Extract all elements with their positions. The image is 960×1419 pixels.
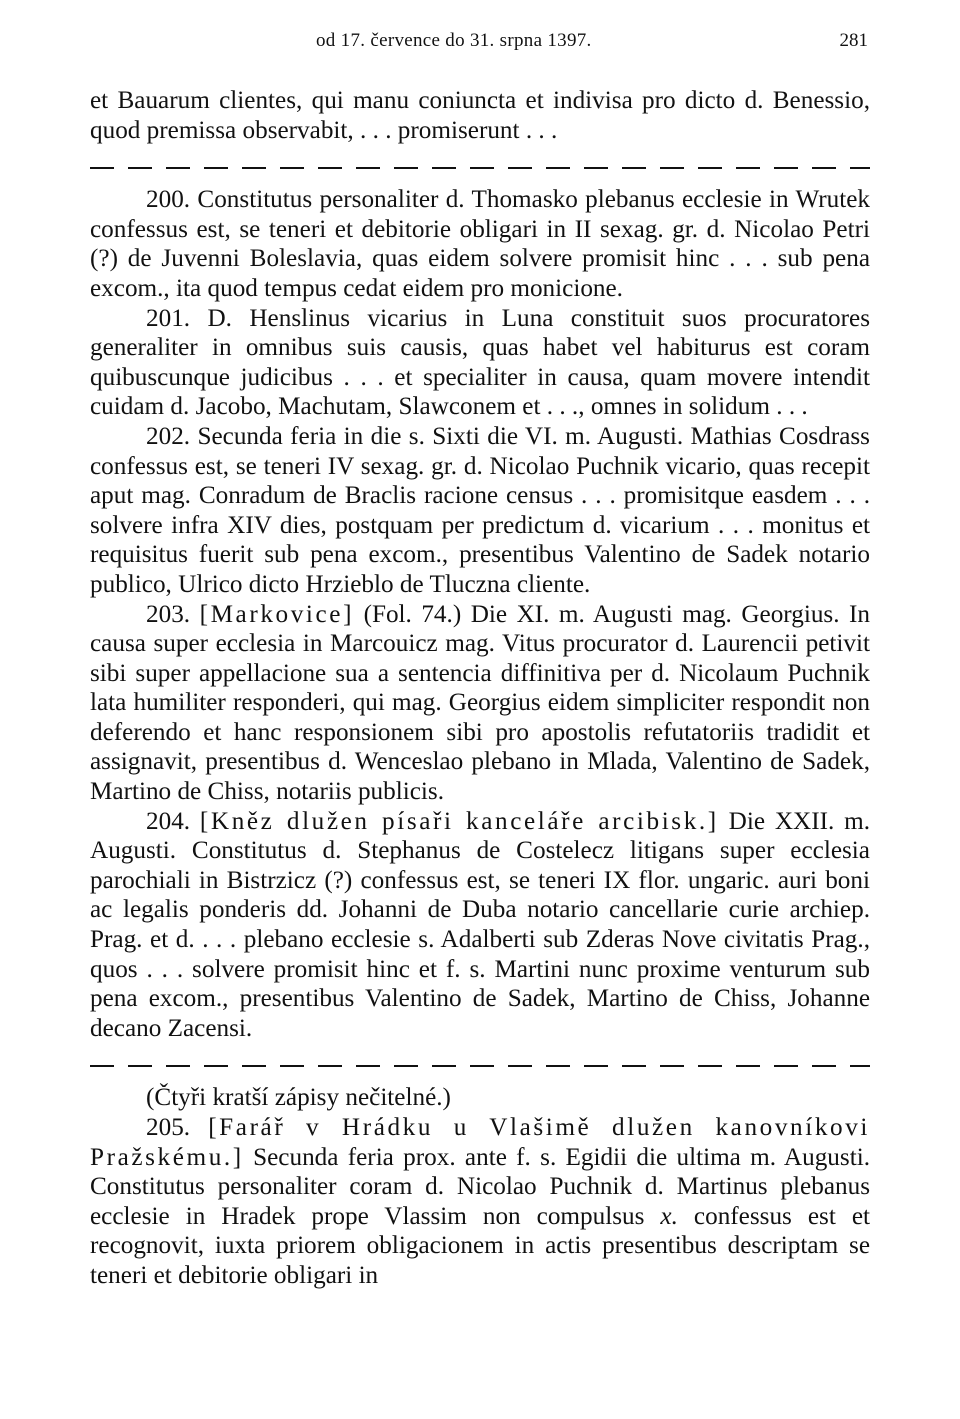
- entry-203: [90, 600, 870, 807]
- entry-text: confessus est et recognovit, iuxta priorem obligacionem in actis presentibus descriptam se teneri et debitorie obligari in: [90, 1202, 871, 1289]
- entry-text: (Fol. 74.) Die XI. m. Augusti mag. Georgius. In causa super ecclesia in Marcouicz mag. Vitus procurator d. Laurencii petivit sibi super appellacione sua a sentencia diffinitiva per d. Nicolaum Puchnik lata humiliter responderi, qui mag. Georgius eidem simpliciter respondit non deferendo et hanc responsionem sibi pro apostolis refutatoriis tradidit et assignavit, presentibus d. Wenceslao plebano in Mlada, Valentino de Sadek, Martino de Chiss, notariis publicis.: [90, 600, 870, 806]
- entry-205: [90, 1113, 870, 1291]
- entry-201: 201. D. Henslinus vicarius in Luna constituit suos procuratores generaliter in omnibus suis causis, quas habet vel habiturus est coram quibuscunque judicibus . . . et specialiter in causa, quam movere intendit cuidam d. Jacobo, Machutam, Slawconem et . . ., omnes in solidum . . .: [90, 304, 870, 421]
- running-head: od 17. července do 31. srpna 1397.: [316, 30, 592, 51]
- entry-symbol: x.: [660, 1202, 678, 1230]
- document-page: [90, 0, 870, 1419]
- page-number: 281: [839, 30, 868, 51]
- entry-200: 200. Constitutus personaliter d. Thomasko plebanus ecclesie in Wrutek confessus est, se teneri et debitorie obligari in II sexag. gr. d. Nicolao Petri (?) de Juvenni Boleslavia, quas eidem solvere promisit hinc . . . sub pena excom., ita quod tempus cedat eidem pro monicione.: [90, 186, 870, 302]
- entry-text: Die XXII. m. Augusti. Constitutus d. Stephanus de Costelecz litigans super ecclesia parochiali in Bistrzicz (?) confessus est, se teneri IX flor. ungaric. auri boni ac legalis ponderis dd. Johanni de Duba notario cancellarie curie archiep. Prag. et d. . . . plebano ecclesie s. Adalberti sub Zderas Nove civitatis Prag., quos . . . solvere promisit hinc et f. s. Martini nunc proxime venturum sub pena excom., presentibus Valentino de Sadek, Martino de Chiss, Johanne decano Zacensi.: [90, 807, 871, 1042]
- page-header: [90, 30, 870, 58]
- section-separator: [90, 1057, 870, 1075]
- section-separator: [90, 159, 870, 177]
- entry-heading: [Kněz dlužen písaři kanceláře arcibisk.]: [199, 807, 719, 835]
- entry-202: 202. Secunda feria in die s. Sixti die VI. m. Augusti. Mathias Cosdrass confessus est, se teneri IV sexag. gr. d. Nicolao Puchnik vicario, quas recepit aput mag. Conradum de Braclis racione census . . . promisitque easdem . . . solvere infra XIV dies, postquam per predictum d. vicarium . . . monitus et requisitus fuerit sub pena excom., presentibus Valentino de Sadek notario publico, Ulrico dicto Hrzieblo de Tluczna cliente.: [90, 422, 870, 598]
- entry-heading: [Farář v Hrádku u Vlašimě dlužen kanovníkovi Pražskému.]: [90, 1114, 871, 1171]
- paragraph-continuation: et Bauarum clientes, qui manu coniuncta et indivisa pro dicto d. Benessio, quod premissa observabit, . . . promiserunt . . .: [90, 87, 870, 144]
- entry-number: 204.: [146, 807, 191, 835]
- entry-heading: [Markovice]: [199, 600, 355, 628]
- entry-number: 205.: [146, 1114, 191, 1141]
- body-text: [90, 86, 870, 1291]
- entry-204: [90, 807, 870, 1044]
- entry-text: Secunda feria prox. ante f. s. Egidii die ultima m. Augusti. Constitutus personaliter coram d. Nicolao Puchnik d. Martinus plebanus ecclesie in Hradek prope Vlassim non compulsus: [90, 1143, 870, 1230]
- editorial-note: (Čtyři kratší zápisy nečitelné.): [146, 1084, 451, 1112]
- entry-number: 203.: [146, 600, 191, 628]
